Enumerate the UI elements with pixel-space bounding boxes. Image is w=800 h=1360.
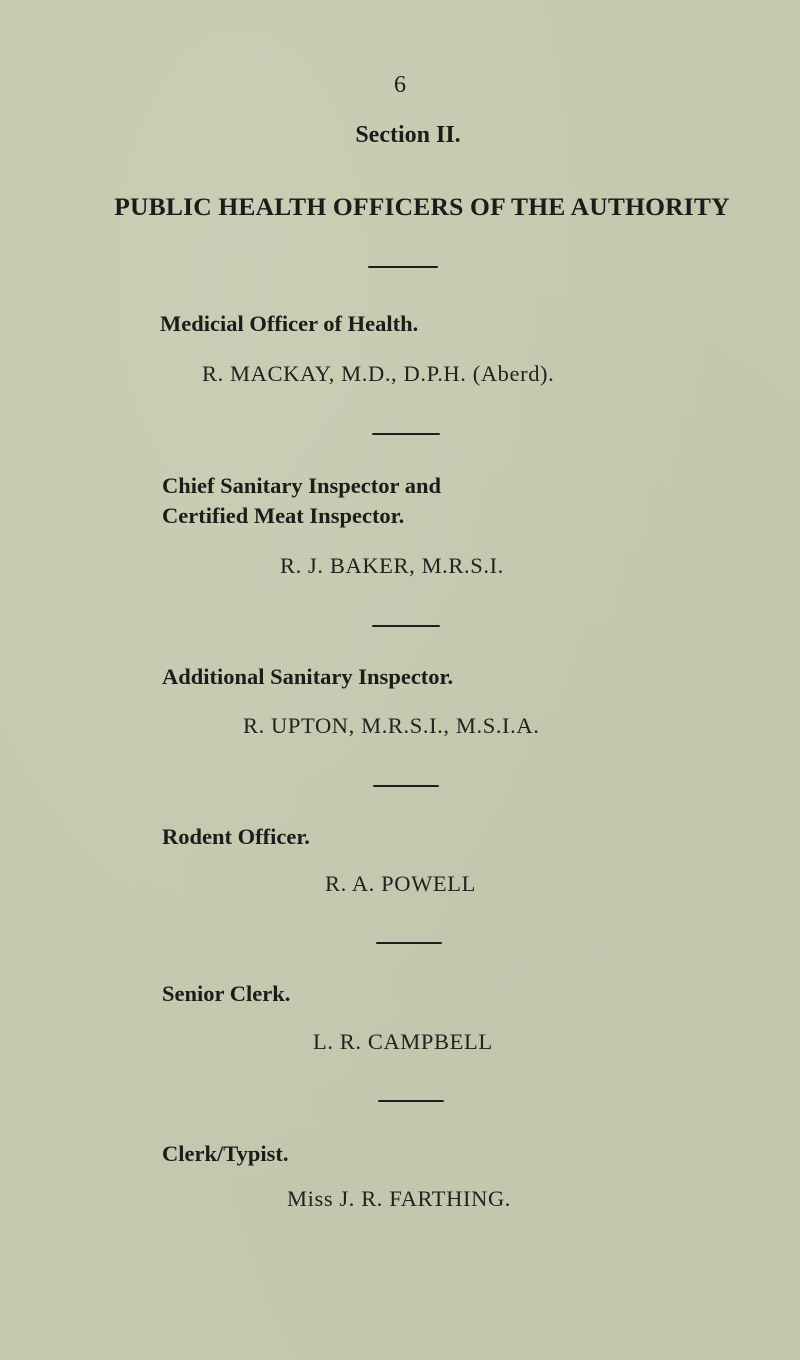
section-heading: Section II. xyxy=(355,122,461,148)
officer-name: R. MACKAY, M.D., D.P.H. (Aberd). xyxy=(202,361,555,386)
officer-name: R. J. BAKER, M.R.S.I. xyxy=(280,553,504,578)
divider-rule xyxy=(378,1100,444,1102)
page-number: 6 xyxy=(394,72,406,98)
divider-rule xyxy=(373,785,439,787)
officer-name: Miss J. R. FARTHING. xyxy=(287,1186,512,1211)
officer-name: R. UPTON, M.R.S.I., M.S.I.A. xyxy=(243,713,540,738)
divider-rule xyxy=(372,625,440,627)
officer-role: Rodent Officer. xyxy=(162,824,310,849)
divider-rule xyxy=(372,433,440,435)
officer-role: Chief Sanitary Inspector and xyxy=(162,473,441,498)
officer-role: Additional Sanitary Inspector. xyxy=(162,664,454,689)
page-title: PUBLIC HEALTH OFFICERS OF THE AUTHORITY xyxy=(114,192,730,221)
officer-role: Clerk/Typist. xyxy=(162,1141,289,1166)
officer-name: L. R. CAMPBELL xyxy=(313,1029,493,1054)
officer-name: R. A. POWELL xyxy=(325,871,476,896)
officer-role: Medicial Officer of Health. xyxy=(160,311,419,336)
officer-role-continued: Certified Meat Inspector. xyxy=(162,503,405,528)
officer-role: Senior Clerk. xyxy=(162,981,291,1006)
divider-rule xyxy=(376,942,442,944)
divider-rule xyxy=(368,266,438,268)
